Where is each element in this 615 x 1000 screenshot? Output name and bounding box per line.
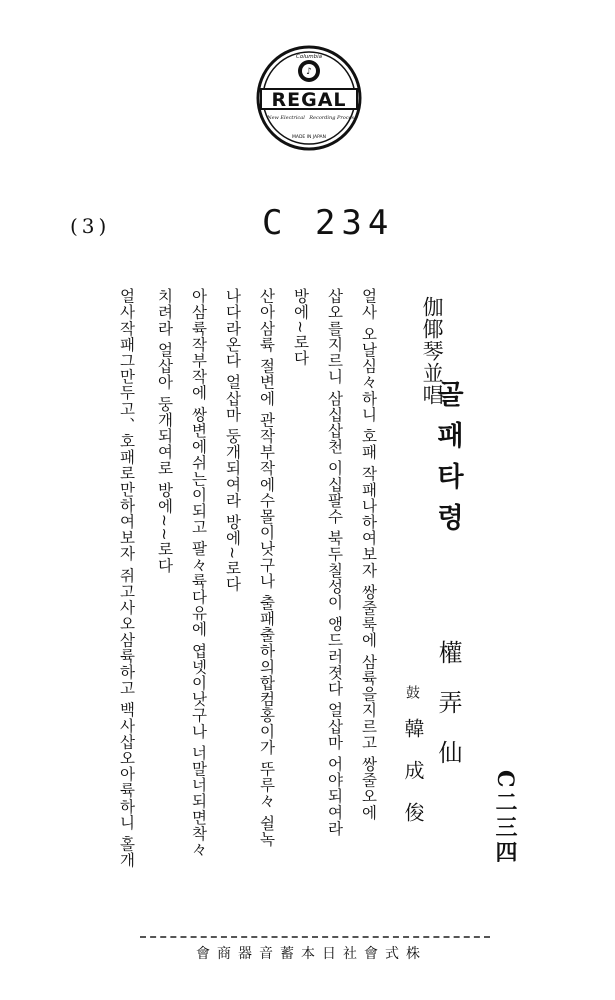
- footer-divider: [140, 936, 490, 938]
- catalog-number: C 234: [262, 203, 395, 243]
- drummer-role: 鼓: [404, 685, 420, 702]
- vertical-catalog-number: C二三四: [492, 770, 518, 866]
- singer-name: 權弄仙: [434, 640, 462, 790]
- lyric-line-7: 치려라 얼삽아 둥개되여로 방에~~로다: [155, 288, 174, 574]
- lyric-line-3: 방에~로다: [291, 288, 310, 366]
- page-number: (3): [70, 214, 111, 238]
- made-in-text: MADE IN JAPAN: [291, 135, 327, 140]
- lyric-line-6: 아삼륙작부작에 쌍변에쉬는이되고 팔々륙다유에 엽넷이낫구나 너말너되면착々: [189, 288, 208, 858]
- left-tag-text: New Electrical: [267, 115, 305, 121]
- right-tag-text: Recording Process: [309, 115, 357, 121]
- lyric-line-5: 나다라온다 얼삽마 둥개되여라 방에~로다: [223, 288, 242, 592]
- regal-brand-text: REGAL: [271, 89, 347, 111]
- song-title: 골패타령: [432, 380, 463, 544]
- publisher-footer: 會商器音蓄本日社會式株: [196, 946, 427, 962]
- genre-label: 伽倻琴並唱: [420, 296, 445, 406]
- lyric-line-4: 산아삼륙 절변에 관작부작에수몰이낫구나 출패출하의합컴홍이가 뚜루々 쉴녹: [257, 288, 276, 847]
- lyric-line-8: 얼사작패그만두고、호패로만하여보자 쥐고사오삼륙하고 백사삽오아륙하니 홀개: [117, 288, 136, 869]
- lyric-line-2: 삽오를지르니 삼십삽천 이십팔수 북두칠성이 앵드러졋다 얼삽마 어야되여라: [325, 288, 344, 837]
- lyric-line-1: 얼사 오날심々하니 호패 작패나하여보자 쌍줄룩에 삼륙을지르고 쌍줄오에: [359, 288, 378, 821]
- columbia-arc-text: Columbia: [296, 54, 322, 60]
- svg-text:♪: ♪: [306, 67, 312, 77]
- regal-columbia-logo: [256, 45, 362, 151]
- drummer-name: 韓成俊: [401, 718, 425, 844]
